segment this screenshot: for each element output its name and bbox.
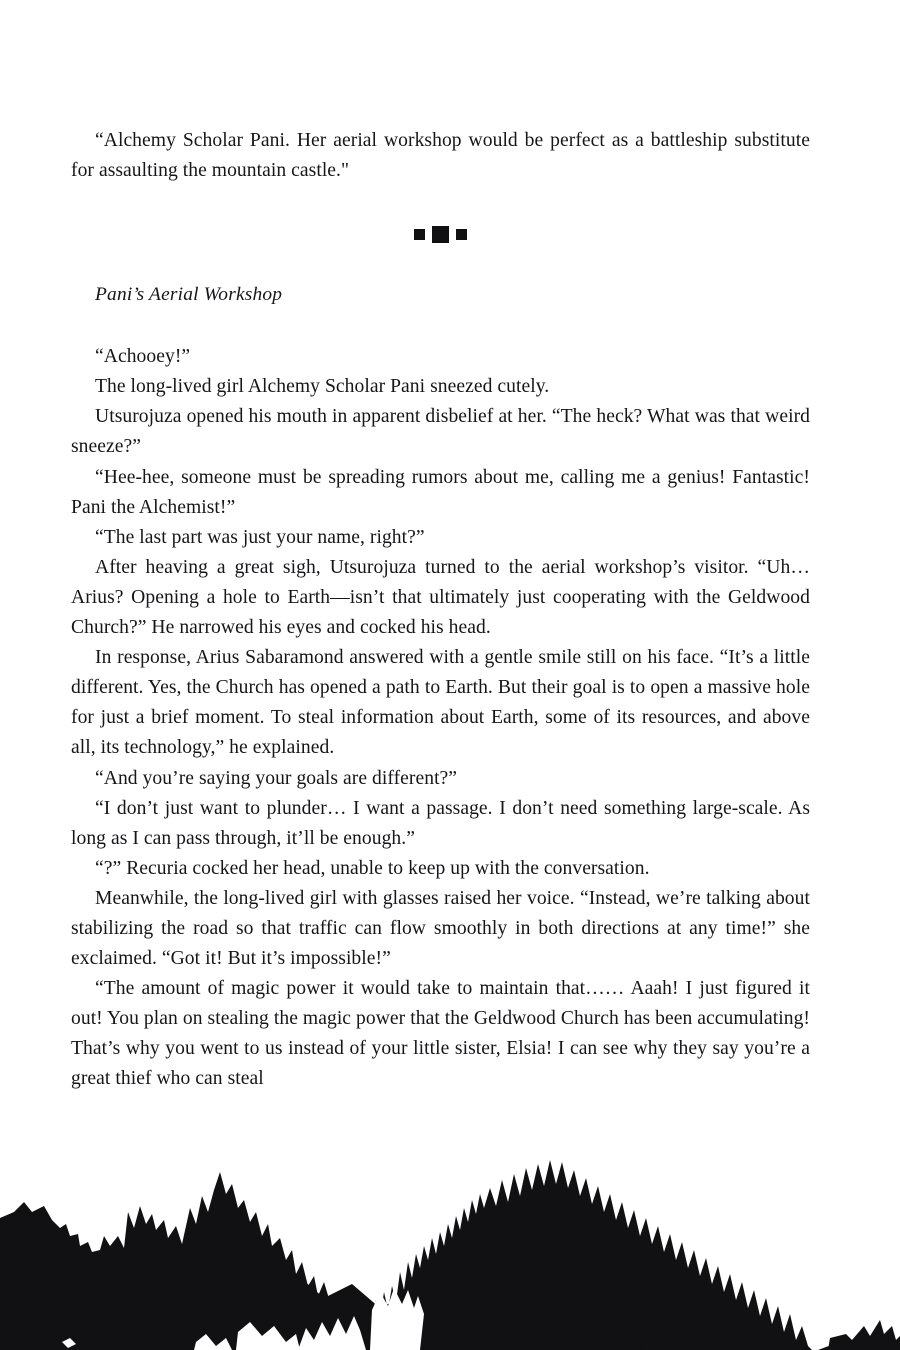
body-paragraph-4: “Hee-hee, someone must be spreading rumors about me, calling me a genius! Fantastic! Pani the Alchemist!” bbox=[71, 466, 810, 518]
body-paragraph-7: In response, Arius Sabaramond answered with a gentle smile still on his face. “It’s a little different. Yes, the Church has opened a path to Earth. But their goal is to open a massive hole for just a brief moment. To steal information about Earth, some of its resources, and above all, its technology,” he explained. bbox=[71, 647, 810, 759]
body-paragraph-8: “And you’re saying your goals are different?” bbox=[95, 767, 458, 789]
body-paragraph-11: Meanwhile, the long-lived girl with glasses raised her voice. “Instead, we’re talking about stabilizing the road so that traffic can flow smoothly in both directions at any time!” she exclaimed. “Got it! But it’s impossible!” bbox=[71, 887, 810, 970]
body-paragraph-3: Utsurojuza opened his mouth in apparent disbelief at her. “The heck? What was that weird sneeze?” bbox=[71, 406, 810, 458]
body-paragraph-12: “The amount of magic power it would take to maintain that…… Aaah! I just figured it out! You plan on stealing the magic power that the Geldwood Church has been accumulating! That’s why you went to us instead of your little sister, Elsia! I can see why they say you’re a great thief who can steal bbox=[71, 978, 810, 1090]
scene-heading: Pani’s Aerial Workshop bbox=[95, 284, 283, 306]
body-paragraph-10: “?” Recuria cocked her head, unable to keep up with the conversation. bbox=[95, 857, 650, 879]
body-paragraph-9: “I don’t just want to plunder… I want a passage. I don’t need something large-scale. As long as I can pass through, it’ll be enough.” bbox=[71, 797, 810, 849]
body-paragraph-6: After heaving a great sigh, Utsurojuza turned to the aerial workshop’s visitor. “Uh…Arius? Opening a hole to Earth—isn’t that ultimately just cooperating with the Geldwood Church?” He narrowed his eyes and cocked his head. bbox=[71, 556, 810, 639]
body-paragraph-2: The long-lived girl Alchemy Scholar Pani sneezed cutely. bbox=[95, 376, 550, 398]
text-column bbox=[71, 126, 810, 1095]
body-paragraph-1: “Achooey!” bbox=[95, 346, 191, 368]
divider-square-small-left bbox=[414, 229, 425, 240]
opening-paragraph: “Alchemy Scholar Pani. Her aerial workshop would be perfect as a battleship substitute for assaulting the mountain castle." bbox=[71, 130, 810, 182]
section-divider bbox=[71, 219, 810, 249]
divider-square-small-right bbox=[456, 229, 467, 240]
divider-square-large-center bbox=[432, 226, 449, 243]
body-paragraph-5: “The last part was just your name, right?” bbox=[95, 526, 425, 548]
heading-spacer bbox=[71, 310, 810, 342]
mountain-castle-silhouette bbox=[0, 1150, 900, 1350]
